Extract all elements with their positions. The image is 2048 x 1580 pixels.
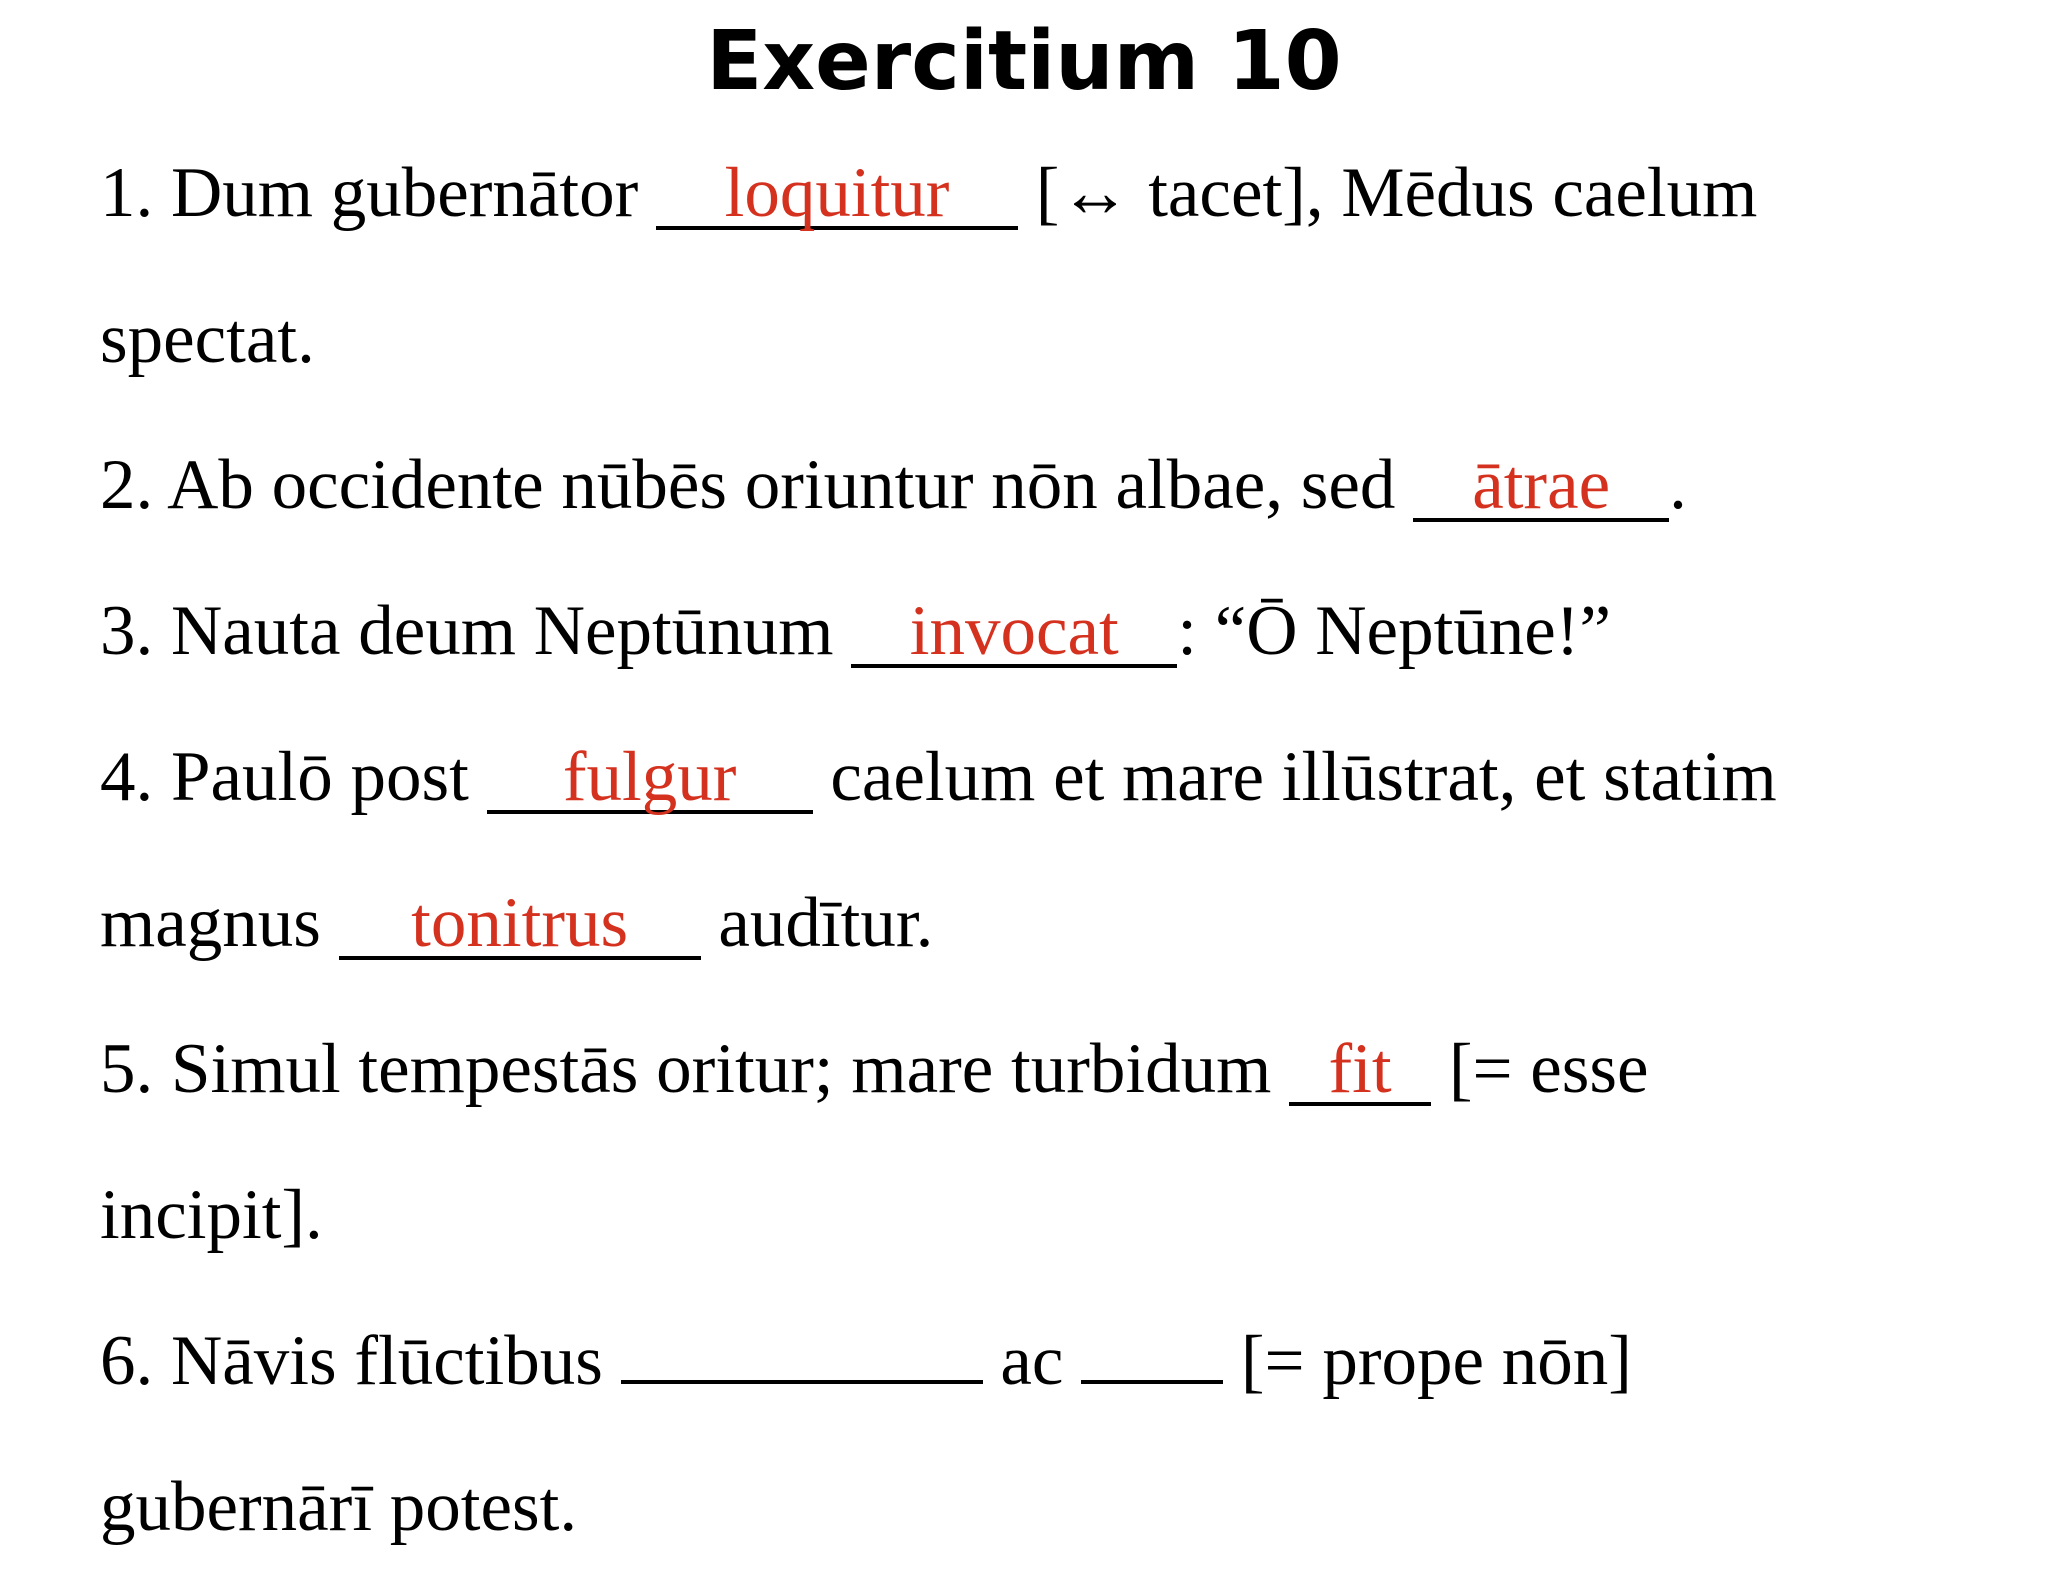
exercise-item-5-line-1	[100, 996, 2000, 1142]
item-1-answer: loquitur	[724, 154, 950, 232]
item-4-answer-2: tonitrus	[411, 884, 629, 962]
item-2-text-before: 2. Ab occidente nūbēs oriuntur nōn albae, sed	[100, 446, 1414, 524]
item-5-blank[interactable]	[1289, 1030, 1431, 1108]
item-6-text-after: [= prope nōn]	[1223, 1322, 1632, 1400]
item-1-blank[interactable]	[656, 154, 1018, 232]
exercise-list	[100, 120, 2000, 1580]
item-3-answer: invocat	[909, 592, 1119, 670]
exercise-item-6-line-2	[100, 1434, 2000, 1580]
item-4-text-before: 4. Paulō post	[100, 738, 487, 816]
item-5-continuation: incipit].	[100, 1176, 323, 1254]
item-6-text-before: 6. Nāvis flūctibus	[100, 1322, 621, 1400]
item-6-text-mid: ac	[982, 1322, 1082, 1400]
item-1-text-before: 1. Dum gubernātor	[100, 154, 657, 232]
item-4-line-2-after: audītur.	[700, 884, 934, 962]
exercise-item-2	[100, 412, 2000, 558]
item-3-text-after: : “Ō Neptūne!”	[1177, 592, 1611, 670]
exercise-item-4-line-1	[100, 704, 2000, 850]
item-5-text-before: 5. Simul tempestās oritur; mare turbidum	[100, 1030, 1290, 1108]
item-1-continuation: spectat.	[100, 300, 315, 378]
item-5-answer: fit	[1328, 1030, 1392, 1108]
item-6-continuation: gubernārī potest.	[100, 1468, 578, 1546]
item-2-text-after: .	[1669, 446, 1687, 524]
exercise-item-6-line-1	[100, 1288, 2000, 1434]
item-6-blank-2[interactable]	[1081, 1314, 1223, 1384]
exercise-item-5-line-2	[100, 1142, 2000, 1288]
item-4-blank-1[interactable]	[487, 738, 813, 816]
item-3-blank[interactable]	[851, 592, 1177, 670]
item-5-text-after: [= esse	[1431, 1030, 1649, 1108]
item-4-line-2-before: magnus	[100, 884, 339, 962]
exercise-item-3	[100, 558, 2000, 704]
exercise-item-4-line-2	[100, 850, 2000, 996]
item-1-text-after: [↔ tacet], Mēdus caelum	[1018, 154, 1758, 232]
item-3-text-before: 3. Nauta deum Neptūnum	[100, 592, 852, 670]
page-title: Exercitium 10	[706, 14, 1342, 109]
item-4-text-after: caelum et mare illūstrat, et statim	[812, 738, 1777, 816]
item-2-answer: ātrae	[1472, 446, 1611, 524]
exercise-item-1-line-2	[100, 266, 2000, 412]
exercise-item-1-line-1	[100, 120, 2000, 266]
item-2-blank[interactable]	[1413, 446, 1669, 524]
item-4-answer-1: fulgur	[562, 738, 737, 816]
item-6-blank-1[interactable]	[621, 1314, 983, 1384]
item-4-blank-2[interactable]	[339, 884, 701, 962]
